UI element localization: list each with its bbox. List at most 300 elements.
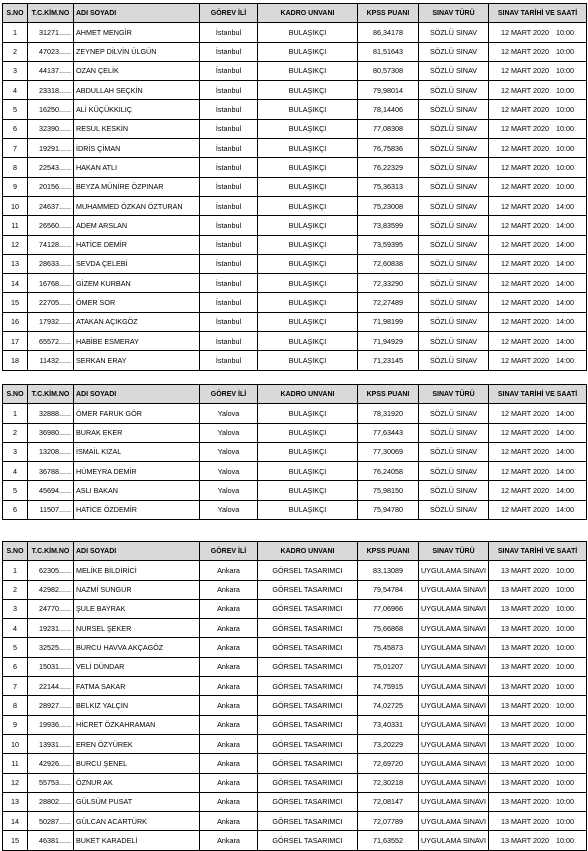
cell-sno: 6 (3, 500, 28, 519)
cell-score: 73,59395 (358, 235, 419, 254)
cell-position: BULAŞIKÇI (258, 235, 358, 254)
cell-exam-type: UYGULAMA SINAVI (419, 754, 489, 773)
cell-position: BULAŞIKÇI (258, 481, 358, 500)
exam-time: 14:00 (556, 355, 575, 365)
cell-score: 71,94929 (358, 332, 419, 351)
table-row (3, 442, 587, 461)
cell-exam-type: SÖZLÜ SINAV (419, 158, 489, 177)
table-row (3, 580, 587, 599)
cell-exam-datetime (489, 274, 587, 293)
cell-sno: 7 (3, 677, 28, 696)
cell-score: 77,08308 (358, 119, 419, 138)
exam-date: 12 MART 2020 (500, 505, 550, 515)
cell-name: BURAK EKER (74, 423, 200, 442)
cell-position: GÖRSEL TASARIMCI (258, 619, 358, 638)
cell-tc: 62305...... (28, 561, 74, 580)
cell-exam-datetime (489, 638, 587, 657)
cell-exam-type: SÖZLÜ SINAV (419, 442, 489, 461)
table-row (3, 734, 587, 753)
cell-score: 75,45873 (358, 638, 419, 657)
cell-sno: 7 (3, 139, 28, 158)
exam-date: 13 MART 2020 (500, 623, 550, 633)
cell-exam-datetime (489, 100, 587, 119)
cell-tc: 17932...... (28, 312, 74, 331)
exam-date: 12 MART 2020 (500, 428, 550, 438)
cell-exam-type: SÖZLÜ SINAV (419, 61, 489, 80)
cell-sno: 1 (3, 23, 28, 42)
exam-date: 12 MART 2020 (500, 278, 550, 288)
cell-score: 71,23145 (358, 351, 419, 370)
cell-name: EREN ÖZYÜREK (74, 734, 200, 753)
cell-province: Ankara (200, 773, 258, 792)
header-name: ADI SOYADI (74, 385, 200, 404)
cell-name: İDRİS ÇİMAN (74, 139, 200, 158)
table-row (3, 293, 587, 312)
table-row (3, 177, 587, 196)
exam-time: 10:00 (556, 85, 575, 95)
cell-score: 78,14406 (358, 100, 419, 119)
cell-exam-type: SÖZLÜ SINAV (419, 462, 489, 481)
cell-exam-type: SÖZLÜ SINAV (419, 481, 489, 500)
cell-exam-datetime (489, 235, 587, 254)
exam-date: 13 MART 2020 (500, 643, 550, 653)
table-row (3, 81, 587, 100)
cell-sno: 16 (3, 312, 28, 331)
cell-score: 78,31920 (358, 404, 419, 423)
exam-date: 13 MART 2020 (500, 836, 550, 845)
cell-name: GÜLCAN ACARTÜRK (74, 812, 200, 831)
cell-score: 74,75915 (358, 677, 419, 696)
cell-tc: 24770...... (28, 599, 74, 618)
cell-position: BULAŞIKÇI (258, 254, 358, 273)
cell-sno: 15 (3, 831, 28, 850)
cell-exam-type: SÖZLÜ SINAV (419, 139, 489, 158)
cell-tc: 65572...... (28, 332, 74, 351)
cell-score: 72,69720 (358, 754, 419, 773)
exam-time: 14:00 (556, 259, 575, 269)
cell-province: İstanbul (200, 100, 258, 119)
cell-exam-datetime (489, 119, 587, 138)
cell-exam-datetime (489, 619, 587, 638)
cell-tc: 32888...... (28, 404, 74, 423)
cell-exam-type: UYGULAMA SINAVI (419, 638, 489, 657)
cell-tc: 42982...... (28, 580, 74, 599)
cell-name: BURCU HAVVA AKÇAGÖZ (74, 638, 200, 657)
cell-province: Yalova (200, 500, 258, 519)
exam-time: 10:00 (556, 565, 575, 575)
header-position: KADRO UNVANI (258, 4, 358, 23)
cell-score: 72,08147 (358, 792, 419, 811)
cell-exam-type: UYGULAMA SINAVI (419, 792, 489, 811)
cell-province: Yalova (200, 442, 258, 461)
table-row (3, 196, 587, 215)
cell-tc: 20156...... (28, 177, 74, 196)
cell-sno: 4 (3, 462, 28, 481)
cell-province: İstanbul (200, 139, 258, 158)
exam-date: 12 MART 2020 (500, 66, 550, 76)
cell-tc: 32390...... (28, 119, 74, 138)
cell-position: GÖRSEL TASARIMCI (258, 792, 358, 811)
cell-tc: 55753...... (28, 773, 74, 792)
header-tc: T.C.KİM.NO (28, 542, 74, 561)
cell-exam-type: SÖZLÜ SINAV (419, 404, 489, 423)
cell-tc: 32525...... (28, 638, 74, 657)
cell-exam-type: UYGULAMA SINAVI (419, 677, 489, 696)
cell-exam-type: UYGULAMA SINAVI (419, 599, 489, 618)
exam-time: 10:00 (556, 124, 575, 134)
cell-province: İstanbul (200, 235, 258, 254)
exam-time: 10:00 (556, 720, 575, 730)
cell-name: ÖMER SOR (74, 293, 200, 312)
header-province: GÖREV İLİ (200, 542, 258, 561)
cell-province: Ankara (200, 734, 258, 753)
exam-date: 12 MART 2020 (500, 298, 550, 307)
exam-date: 13 MART 2020 (500, 778, 550, 788)
cell-province: İstanbul (200, 196, 258, 215)
header-sno: S.NO (3, 542, 28, 561)
cell-exam-datetime (489, 158, 587, 177)
cell-score: 73,20229 (358, 734, 419, 753)
cell-province: İstanbul (200, 61, 258, 80)
exam-time: 14:00 (556, 278, 575, 288)
exam-date: 12 MART 2020 (500, 240, 550, 250)
exam-date: 12 MART 2020 (500, 105, 550, 115)
cell-sno: 1 (3, 404, 28, 423)
cell-exam-type: UYGULAMA SINAVI (419, 619, 489, 638)
header-exam-datetime: SINAV TARİHİ VE SAATİ (489, 542, 587, 561)
table-row (3, 696, 587, 715)
table-row (3, 61, 587, 80)
cell-name: ALİ KÜÇÜKKILIÇ (74, 100, 200, 119)
cell-tc: 23318...... (28, 81, 74, 100)
cell-exam-type: SÖZLÜ SINAV (419, 500, 489, 519)
cell-exam-datetime (489, 351, 587, 370)
cell-sno: 3 (3, 442, 28, 461)
header-sno: S.NO (3, 4, 28, 23)
cell-score: 79,54784 (358, 580, 419, 599)
table-row (3, 831, 587, 850)
cell-exam-type: SÖZLÜ SINAV (419, 254, 489, 273)
cell-exam-type: UYGULAMA SINAVI (419, 657, 489, 676)
table-row (3, 23, 587, 42)
cell-name: BURCU ŞENEL (74, 754, 200, 773)
cell-position: BULAŞIKÇI (258, 23, 358, 42)
header-score: KPSS PUANI (358, 4, 419, 23)
cell-position: BULAŞIKÇI (258, 500, 358, 519)
table-row (3, 599, 587, 618)
header-exam-datetime: SINAV TARİHİ VE SAATİ (489, 385, 587, 404)
exam-time: 14:00 (556, 317, 575, 327)
cell-name: HAKAN ATLI (74, 158, 200, 177)
table-header-row (3, 385, 587, 404)
exam-time: 14:00 (556, 408, 575, 418)
cell-province: Yalova (200, 481, 258, 500)
exam-date: 12 MART 2020 (500, 182, 550, 192)
cell-name: HATİCE ÖZDEMİR (74, 500, 200, 519)
cell-exam-datetime (489, 442, 587, 461)
cell-name: ŞULE BAYRAK (74, 599, 200, 618)
cell-exam-type: SÖZLÜ SINAV (419, 312, 489, 331)
exam-date: 12 MART 2020 (500, 447, 550, 457)
cell-exam-datetime (489, 754, 587, 773)
cell-position: GÖRSEL TASARIMCI (258, 638, 358, 657)
cell-province: İstanbul (200, 177, 258, 196)
cell-name: HİCRET ÖZKAHRAMAN (74, 715, 200, 734)
cell-exam-datetime (489, 580, 587, 599)
cell-name: ADEM ARSLAN (74, 216, 200, 235)
cell-score: 86,34178 (358, 23, 419, 42)
cell-score: 73,83599 (358, 216, 419, 235)
cell-sno: 14 (3, 812, 28, 831)
cell-position: GÖRSEL TASARIMCI (258, 561, 358, 580)
cell-province: İstanbul (200, 119, 258, 138)
cell-exam-datetime (489, 462, 587, 481)
exam-time: 10:00 (556, 162, 575, 172)
cell-position: BULAŞIKÇI (258, 442, 358, 461)
cell-sno: 8 (3, 696, 28, 715)
cell-tc: 31271...... (28, 23, 74, 42)
table-row (3, 139, 587, 158)
cell-tc: 19291...... (28, 139, 74, 158)
exam-date: 13 MART 2020 (500, 720, 550, 730)
exam-time: 10:00 (556, 27, 575, 37)
exam-time: 14:00 (556, 466, 575, 476)
cell-score: 75,98150 (358, 481, 419, 500)
candidate-table-ankara (2, 541, 587, 851)
exam-date: 13 MART 2020 (500, 700, 550, 710)
cell-province: Ankara (200, 677, 258, 696)
cell-tc: 36788...... (28, 462, 74, 481)
cell-name: ATAKAN AÇIKGÖZ (74, 312, 200, 331)
exam-time: 10:00 (556, 585, 575, 595)
cell-tc: 28927...... (28, 696, 74, 715)
header-score: KPSS PUANI (358, 542, 419, 561)
cell-position: BULAŞIKÇI (258, 61, 358, 80)
cell-name: GİZEM KURBAN (74, 274, 200, 293)
cell-exam-type: UYGULAMA SINAVI (419, 715, 489, 734)
exam-date: 12 MART 2020 (500, 259, 550, 269)
cell-tc: 47023...... (28, 42, 74, 61)
cell-sno: 13 (3, 792, 28, 811)
cell-tc: 42926...... (28, 754, 74, 773)
cell-name: GÜLSÜM PUSAT (74, 792, 200, 811)
cell-score: 72,33290 (358, 274, 419, 293)
cell-sno: 10 (3, 734, 28, 753)
cell-sno: 18 (3, 351, 28, 370)
cell-position: BULAŞIKÇI (258, 351, 358, 370)
cell-sno: 11 (3, 754, 28, 773)
cell-province: İstanbul (200, 293, 258, 312)
cell-tc: 28802...... (28, 792, 74, 811)
exam-date: 12 MART 2020 (500, 355, 550, 365)
cell-exam-type: SÖZLÜ SINAV (419, 196, 489, 215)
cell-position: GÖRSEL TASARIMCI (258, 580, 358, 599)
cell-exam-datetime (489, 773, 587, 792)
cell-exam-datetime (489, 812, 587, 831)
cell-position: GÖRSEL TASARIMCI (258, 754, 358, 773)
cell-name: ABDULLAH SEÇKİN (74, 81, 200, 100)
cell-score: 72,30218 (358, 773, 419, 792)
exam-time: 10:00 (556, 643, 575, 653)
cell-tc: 28633...... (28, 254, 74, 273)
cell-position: GÖRSEL TASARIMCI (258, 734, 358, 753)
cell-province: İstanbul (200, 42, 258, 61)
cell-sno: 17 (3, 332, 28, 351)
cell-sno: 3 (3, 599, 28, 618)
cell-tc: 46381...... (28, 831, 74, 850)
cell-sno: 2 (3, 423, 28, 442)
header-exam-type: SINAV TÜRÜ (419, 542, 489, 561)
cell-exam-type: SÖZLÜ SINAV (419, 351, 489, 370)
cell-exam-type: UYGULAMA SINAVI (419, 812, 489, 831)
cell-sno: 15 (3, 293, 28, 312)
exam-date: 12 MART 2020 (500, 317, 550, 327)
cell-exam-datetime (489, 61, 587, 80)
cell-sno: 12 (3, 773, 28, 792)
exam-time: 14:00 (556, 336, 575, 346)
cell-name: İSMAİL KIZAL (74, 442, 200, 461)
cell-name: HABİBE ESMERAY (74, 332, 200, 351)
exam-time: 14:00 (556, 447, 575, 457)
exam-date: 13 MART 2020 (500, 681, 550, 691)
candidate-table-yalova (2, 384, 587, 520)
cell-province: Ankara (200, 754, 258, 773)
cell-province: İstanbul (200, 312, 258, 331)
table-row (3, 158, 587, 177)
exam-time: 14:00 (556, 201, 575, 211)
cell-tc: 26560...... (28, 216, 74, 235)
cell-name: ÖZNUR AK (74, 773, 200, 792)
header-province: GÖREV İLİ (200, 385, 258, 404)
exam-time: 10:00 (556, 778, 575, 788)
cell-position: BULAŞIKÇI (258, 462, 358, 481)
cell-position: BULAŞIKÇI (258, 42, 358, 61)
exam-date: 13 MART 2020 (500, 662, 550, 672)
cell-position: GÖRSEL TASARIMCI (258, 831, 358, 850)
table-row (3, 332, 587, 351)
cell-sno: 13 (3, 254, 28, 273)
cell-exam-datetime (489, 715, 587, 734)
exam-date: 13 MART 2020 (500, 585, 550, 595)
exam-date: 12 MART 2020 (500, 486, 550, 496)
cell-exam-type: UYGULAMA SINAVI (419, 773, 489, 792)
cell-position: BULAŞIKÇI (258, 404, 358, 423)
cell-exam-datetime (489, 481, 587, 500)
cell-exam-type: UYGULAMA SINAVI (419, 831, 489, 850)
exam-time: 10:00 (556, 47, 575, 57)
cell-position: BULAŞIKÇI (258, 312, 358, 331)
cell-position: BULAŞIKÇI (258, 81, 358, 100)
exam-date: 13 MART 2020 (500, 816, 550, 826)
cell-exam-type: SÖZLÜ SINAV (419, 216, 489, 235)
cell-exam-datetime (489, 196, 587, 215)
cell-tc: 44137...... (28, 61, 74, 80)
exam-date: 13 MART 2020 (500, 739, 550, 749)
header-score: KPSS PUANI (358, 385, 419, 404)
cell-exam-datetime (489, 139, 587, 158)
table-row (3, 619, 587, 638)
cell-exam-type: SÖZLÜ SINAV (419, 293, 489, 312)
cell-province: İstanbul (200, 274, 258, 293)
cell-tc: 22144...... (28, 677, 74, 696)
cell-exam-type: UYGULAMA SINAVI (419, 561, 489, 580)
header-name: ADI SOYADI (74, 542, 200, 561)
table-row (3, 812, 587, 831)
cell-sno: 4 (3, 619, 28, 638)
cell-sno: 10 (3, 196, 28, 215)
cell-province: İstanbul (200, 158, 258, 177)
table-row (3, 561, 587, 580)
cell-position: BULAŞIKÇI (258, 139, 358, 158)
cell-province: İstanbul (200, 23, 258, 42)
cell-province: Yalova (200, 404, 258, 423)
cell-exam-type: SÖZLÜ SINAV (419, 81, 489, 100)
exam-time: 14:00 (556, 240, 575, 250)
exam-time: 10:00 (556, 700, 575, 710)
cell-name: MELİKE BİLDİRİCİ (74, 561, 200, 580)
cell-name: BUKET KARADELİ (74, 831, 200, 850)
cell-score: 71,63552 (358, 831, 419, 850)
cell-tc: 15031...... (28, 657, 74, 676)
cell-sno: 5 (3, 481, 28, 500)
header-tc: T.C.KİM.NO (28, 385, 74, 404)
cell-exam-datetime (489, 216, 587, 235)
cell-position: BULAŞIKÇI (258, 332, 358, 351)
exam-date: 12 MART 2020 (500, 143, 550, 153)
cell-exam-datetime (489, 696, 587, 715)
cell-name: ZEYNEP DİLVİN ÜLGÜN (74, 42, 200, 61)
table-row (3, 754, 587, 773)
cell-exam-datetime (489, 81, 587, 100)
cell-sno: 12 (3, 235, 28, 254)
cell-exam-type: SÖZLÜ SINAV (419, 42, 489, 61)
cell-sno: 3 (3, 61, 28, 80)
cell-exam-type: SÖZLÜ SINAV (419, 274, 489, 293)
cell-exam-type: SÖZLÜ SINAV (419, 100, 489, 119)
cell-score: 72,07789 (358, 812, 419, 831)
cell-province: Ankara (200, 657, 258, 676)
cell-tc: 50287...... (28, 812, 74, 831)
cell-province: Ankara (200, 638, 258, 657)
cell-exam-datetime (489, 312, 587, 331)
cell-sno: 8 (3, 158, 28, 177)
cell-exam-datetime (489, 177, 587, 196)
table-row (3, 500, 587, 519)
table-row (3, 792, 587, 811)
cell-sno: 2 (3, 580, 28, 599)
cell-exam-datetime (489, 332, 587, 351)
exam-date: 12 MART 2020 (500, 408, 550, 418)
cell-tc: 24637...... (28, 196, 74, 215)
exam-date: 12 MART 2020 (500, 47, 550, 57)
cell-position: GÖRSEL TASARIMCI (258, 599, 358, 618)
cell-exam-datetime (489, 23, 587, 42)
cell-score: 80,57308 (358, 61, 419, 80)
cell-tc: 22543...... (28, 158, 74, 177)
cell-tc: 36980...... (28, 423, 74, 442)
cell-exam-type: SÖZLÜ SINAV (419, 177, 489, 196)
table-row (3, 42, 587, 61)
table-row (3, 638, 587, 657)
table-row (3, 235, 587, 254)
cell-exam-datetime (489, 404, 587, 423)
exam-time: 14:00 (556, 486, 575, 496)
cell-score: 71,98199 (358, 312, 419, 331)
cell-province: Yalova (200, 462, 258, 481)
cell-position: BULAŞIKÇI (258, 274, 358, 293)
cell-name: MUHAMMED ÖZKAN ÖZTURAN (74, 196, 200, 215)
cell-province: Ankara (200, 715, 258, 734)
